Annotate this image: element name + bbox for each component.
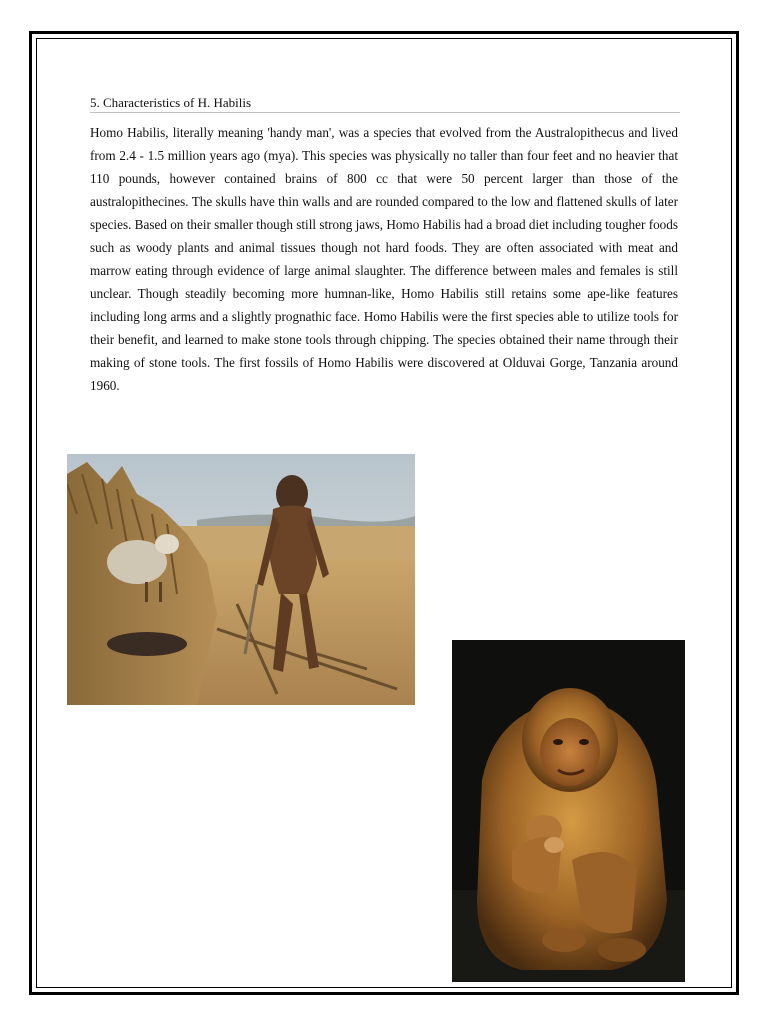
- homo-habilis-reconstruction-photo: [452, 640, 685, 982]
- section-body-paragraph: Homo Habilis, literally meaning 'handy man', was a species that evolved from the Australopithecus and lived from 2.4 - 1.5 million years ago (mya). This species was physically no taller than four feet and no heavier that 110 pounds, however contained brains of 800 cc that were 50 percent larger than those of the australopithecines. The skulls have thin walls and are rounded compared to the low and flattened skulls of later species. Based on their smaller though still strong jaws, Homo Habilis had a broad diet including tougher foods such as woody plants and animal tissues though not hard foods. They are often associated with meat and marrow eating through evidence of large animal slaughter. The difference between males and females is still unclear. Though steadily becoming more humnan-like, Homo Habilis still retains some ape-like features including long arms and a slightly prognathic face. Homo Habilis were the first species able to utilize tools for their benefit, and learned to make stone tools through chipping. The species obtained their name through their making of stone tools. The first fossils of Homo Habilis were discovered at Olduvai Gorge, Tanzania around 1960.: [90, 125, 678, 393]
- section-heading: 5. Characteristics of H. Habilis: [90, 94, 680, 113]
- homo-habilis-diorama-photo: [67, 454, 415, 705]
